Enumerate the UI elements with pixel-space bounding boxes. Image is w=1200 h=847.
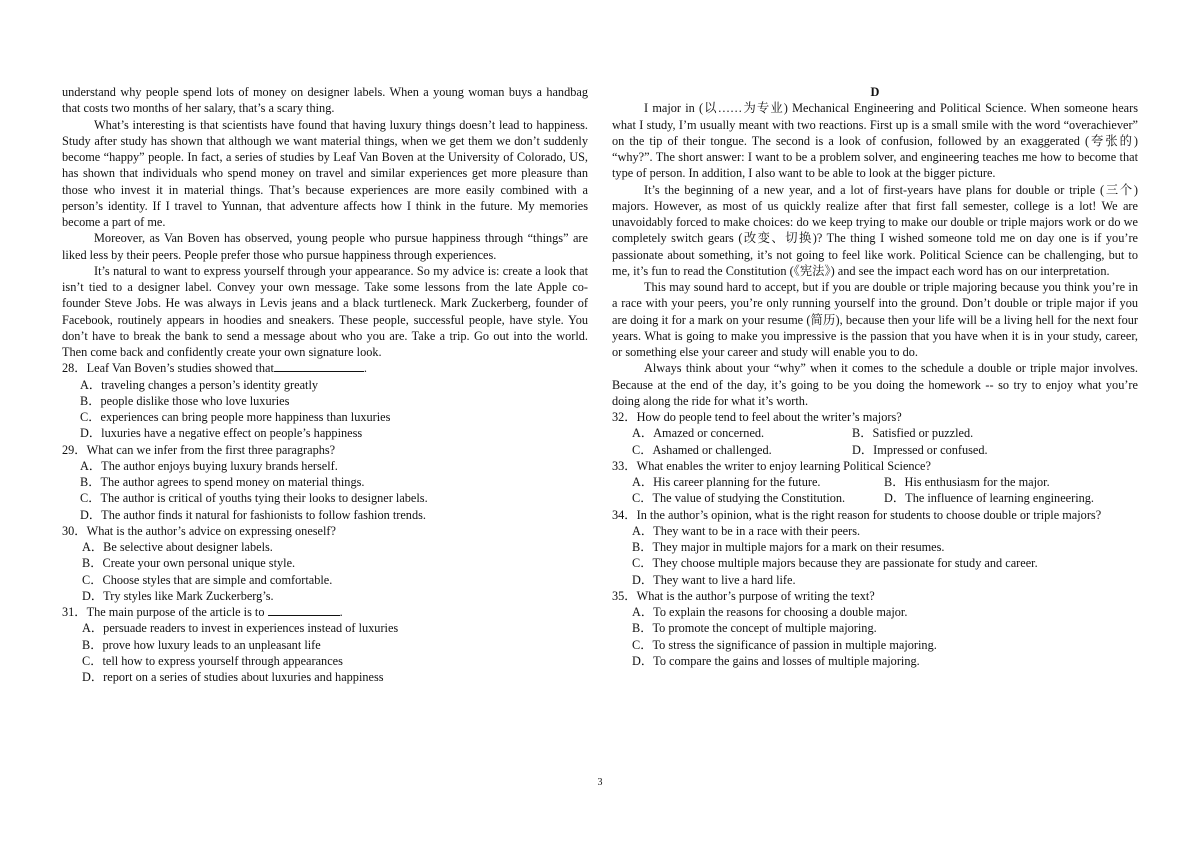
question-32 bbox=[612, 409, 1138, 458]
passage-paragraph: It’s the beginning of a new year, and a lot of first-years have plans for double or triple (三个) majors. However, as most of us quickly realize after that first fall semester, college is a lot! We are unavoidably forced to make choices: do we keep trying to make our double or triple majors work or do we completely switch gears (改变、切换)? The thing I wished someone told me on day one is if you’re passionate about something, it’s not going to feel like work. Political Science can be challenging, but to me, it’s fun to read the Constitution (《宪法》) and see the impact each word has on our interpretation. bbox=[612, 182, 1138, 278]
question-stem: 29．What can we infer from the first three paragraphs? bbox=[62, 442, 336, 457]
option-a: A．To explain the reasons for choosing a double major. bbox=[632, 605, 908, 619]
option-a: A．Amazed or concerned. bbox=[632, 426, 765, 441]
answer-blank bbox=[268, 604, 340, 616]
option-c: C．experiences can bring people more happiness than luxuries bbox=[80, 410, 391, 424]
question-stem: 30．What is the author’s advice on expressing oneself? bbox=[62, 523, 336, 538]
option-b: B．To promote the concept of multiple majoring. bbox=[632, 621, 877, 636]
answer-blank bbox=[274, 360, 364, 372]
option-row bbox=[632, 490, 1138, 506]
option-b: B．Satisfied or puzzled. bbox=[852, 426, 974, 441]
option-c: C．The value of studying the Constitution. bbox=[632, 491, 846, 506]
option-row bbox=[632, 442, 1138, 458]
question-stem: 35．What is the author’s purpose of writing the text? bbox=[612, 588, 875, 603]
option-a: A．The author enjoys buying luxury brands herself. bbox=[80, 458, 338, 473]
question-28 bbox=[62, 360, 588, 441]
passage-paragraph: Always think about your “why” when it comes to the schedule a double or triple major involves. Because at the end of the day, it’s going to be you doing the homework -- so try to enjoy what you’re doing along the ride for what it’s worth. bbox=[612, 361, 1138, 408]
option-c: C．They choose multiple majors because they are passionate for study and career. bbox=[632, 556, 1038, 571]
option-d: D．The influence of learning engineering. bbox=[884, 491, 1094, 506]
option-a: A．traveling changes a person’s identity greatly bbox=[80, 377, 319, 392]
option-c: C．Ashamed or challenged. bbox=[632, 442, 772, 457]
option-b: B．His enthusiasm for the major. bbox=[884, 475, 1050, 489]
question-stem: 34．In the author’s opinion, what is the right reason for students to choose double or triple majors? bbox=[612, 507, 1102, 522]
question-31 bbox=[62, 604, 588, 685]
question-stem-tail: . bbox=[339, 605, 343, 619]
option-b: B．The author agrees to spend money on material things. bbox=[80, 475, 365, 489]
question-stem-text: 31．The main purpose of the article is to bbox=[62, 605, 265, 619]
option-d: D．Impressed or confused. bbox=[852, 442, 988, 457]
option-a: A．They want to be in a race with their peers. bbox=[632, 523, 861, 538]
option-b: B．Create your own personal unique style. bbox=[82, 556, 296, 571]
question-stem-text: 28．Leaf Van Boven’s studies showed that bbox=[62, 361, 274, 376]
question-stem: 33．What enables the writer to enjoy learning Political Science? bbox=[612, 458, 931, 473]
question-stem bbox=[62, 360, 588, 376]
option-row bbox=[632, 474, 1138, 490]
option-d: D．luxuries have a negative effect on people’s happiness bbox=[80, 426, 363, 441]
option-d: D．The author finds it natural for fashionists to follow fashion trends. bbox=[80, 507, 426, 522]
option-c: C．Choose styles that are simple and comfortable. bbox=[82, 572, 333, 587]
question-34 bbox=[612, 507, 1138, 588]
question-stem-tail: . bbox=[363, 361, 367, 376]
option-row bbox=[632, 425, 1138, 441]
option-d: D．report on a series of studies about luxuries and happiness bbox=[82, 670, 384, 684]
question-stem: 32．How do people tend to feel about the writer’s majors? bbox=[612, 410, 902, 424]
option-a: A．His career planning for the future. bbox=[632, 475, 821, 489]
option-c: C．The author is critical of youths tying their looks to designer labels. bbox=[80, 491, 428, 506]
passage-paragraph: understand why people spend lots of money on designer labels. When a young woman buys a handbag that costs two months of her salary, that’s a scary thing. bbox=[62, 85, 588, 116]
question-35 bbox=[612, 588, 1138, 669]
passage-paragraph: This may sound hard to accept, but if you are double or triple majoring because you think you’re in a race with your peers, you’re only running yourself into the ground. Don’t double or triple major if you are doing it for a mark on your resume (简历), because then your life will be a living hell for the next four years. What is going to make you impressive is the passion that you have when it is in your study, career, or something else your career and study will enable you to do. bbox=[612, 280, 1138, 359]
passage-heading: D bbox=[870, 85, 880, 99]
left-column bbox=[62, 84, 588, 685]
right-column bbox=[612, 84, 1138, 669]
option-a: A．Be selective about designer labels. bbox=[82, 540, 273, 554]
option-b: B．They major in multiple majors for a mark on their resumes. bbox=[632, 540, 945, 554]
question-33 bbox=[612, 458, 1138, 507]
question-29 bbox=[62, 442, 588, 523]
passage-paragraph: Moreover, as Van Boven has observed, young people who pursue happiness through “things” are liked less by their peers. People prefer those who pursue happiness through experiences. bbox=[62, 231, 588, 262]
question-stem bbox=[62, 604, 588, 620]
option-a: A．persuade readers to invest in experiences instead of luxuries bbox=[82, 621, 399, 636]
option-d: D．To compare the gains and losses of multiple majoring. bbox=[632, 653, 920, 668]
option-c: C．To stress the significance of passion in multiple majoring. bbox=[632, 637, 937, 652]
page-number: 3 bbox=[597, 777, 603, 788]
passage-paragraph: I major in (以……为专业) Mechanical Engineering and Political Science. When someone hears what I study, I’m usually meant with two reactions. First up is a small smile with the word “overachiever” on the tip of their tongue. The second is a look of confusion, followed by an exaggerated (夸张的) “why?”. The short answer: I want to be a problem solver, and engineering teaches me how to become that type of person. In addition, I also want to be able to look at the bigger picture. bbox=[612, 101, 1138, 181]
question-30 bbox=[62, 523, 588, 604]
option-d: D．They want to live a hard life. bbox=[632, 572, 796, 587]
option-d: D．Try styles like Mark Zuckerberg’s. bbox=[82, 588, 274, 603]
passage-paragraph: What’s interesting is that scientists have found that having luxury things doesn’t lead to happiness. Study after study has shown that although we want material things, when we get them we don’t suddenly become “happy” people. In fact, a series of studies by Leaf Van Boven at the University of Colorado, US, has shown that individuals who spend money on travel and similar experiences get more pleasure than those who invest it in material things. That’s because experiences are more easily combined with a person’s identity. If I travel to Yunnan, that adventure affects how I think in the future. My memories become a part of me. bbox=[62, 117, 588, 229]
passage-paragraph: It’s natural to want to express yourself through your appearance. So my advice is: create a look that isn’t tied to a designer label. Convey your own message. Take some lessons from the late Apple co-founder Steve Jobs. He was always in Levis jeans and a black turtleneck. Mark Zuckerberg, founder of Facebook, routinely appears in hoodies and sneakers. These people, successful people, have style. You don’t have to break the bank to send a message about who you are. Take a trip. Go out into the world. Then come back and confidently create your own signature look. bbox=[62, 263, 588, 359]
option-b: B．prove how luxury leads to an unpleasant life bbox=[82, 637, 321, 652]
option-b: B．people dislike those who love luxuries bbox=[80, 393, 290, 408]
option-c: C．tell how to express yourself through appearances bbox=[82, 653, 343, 668]
